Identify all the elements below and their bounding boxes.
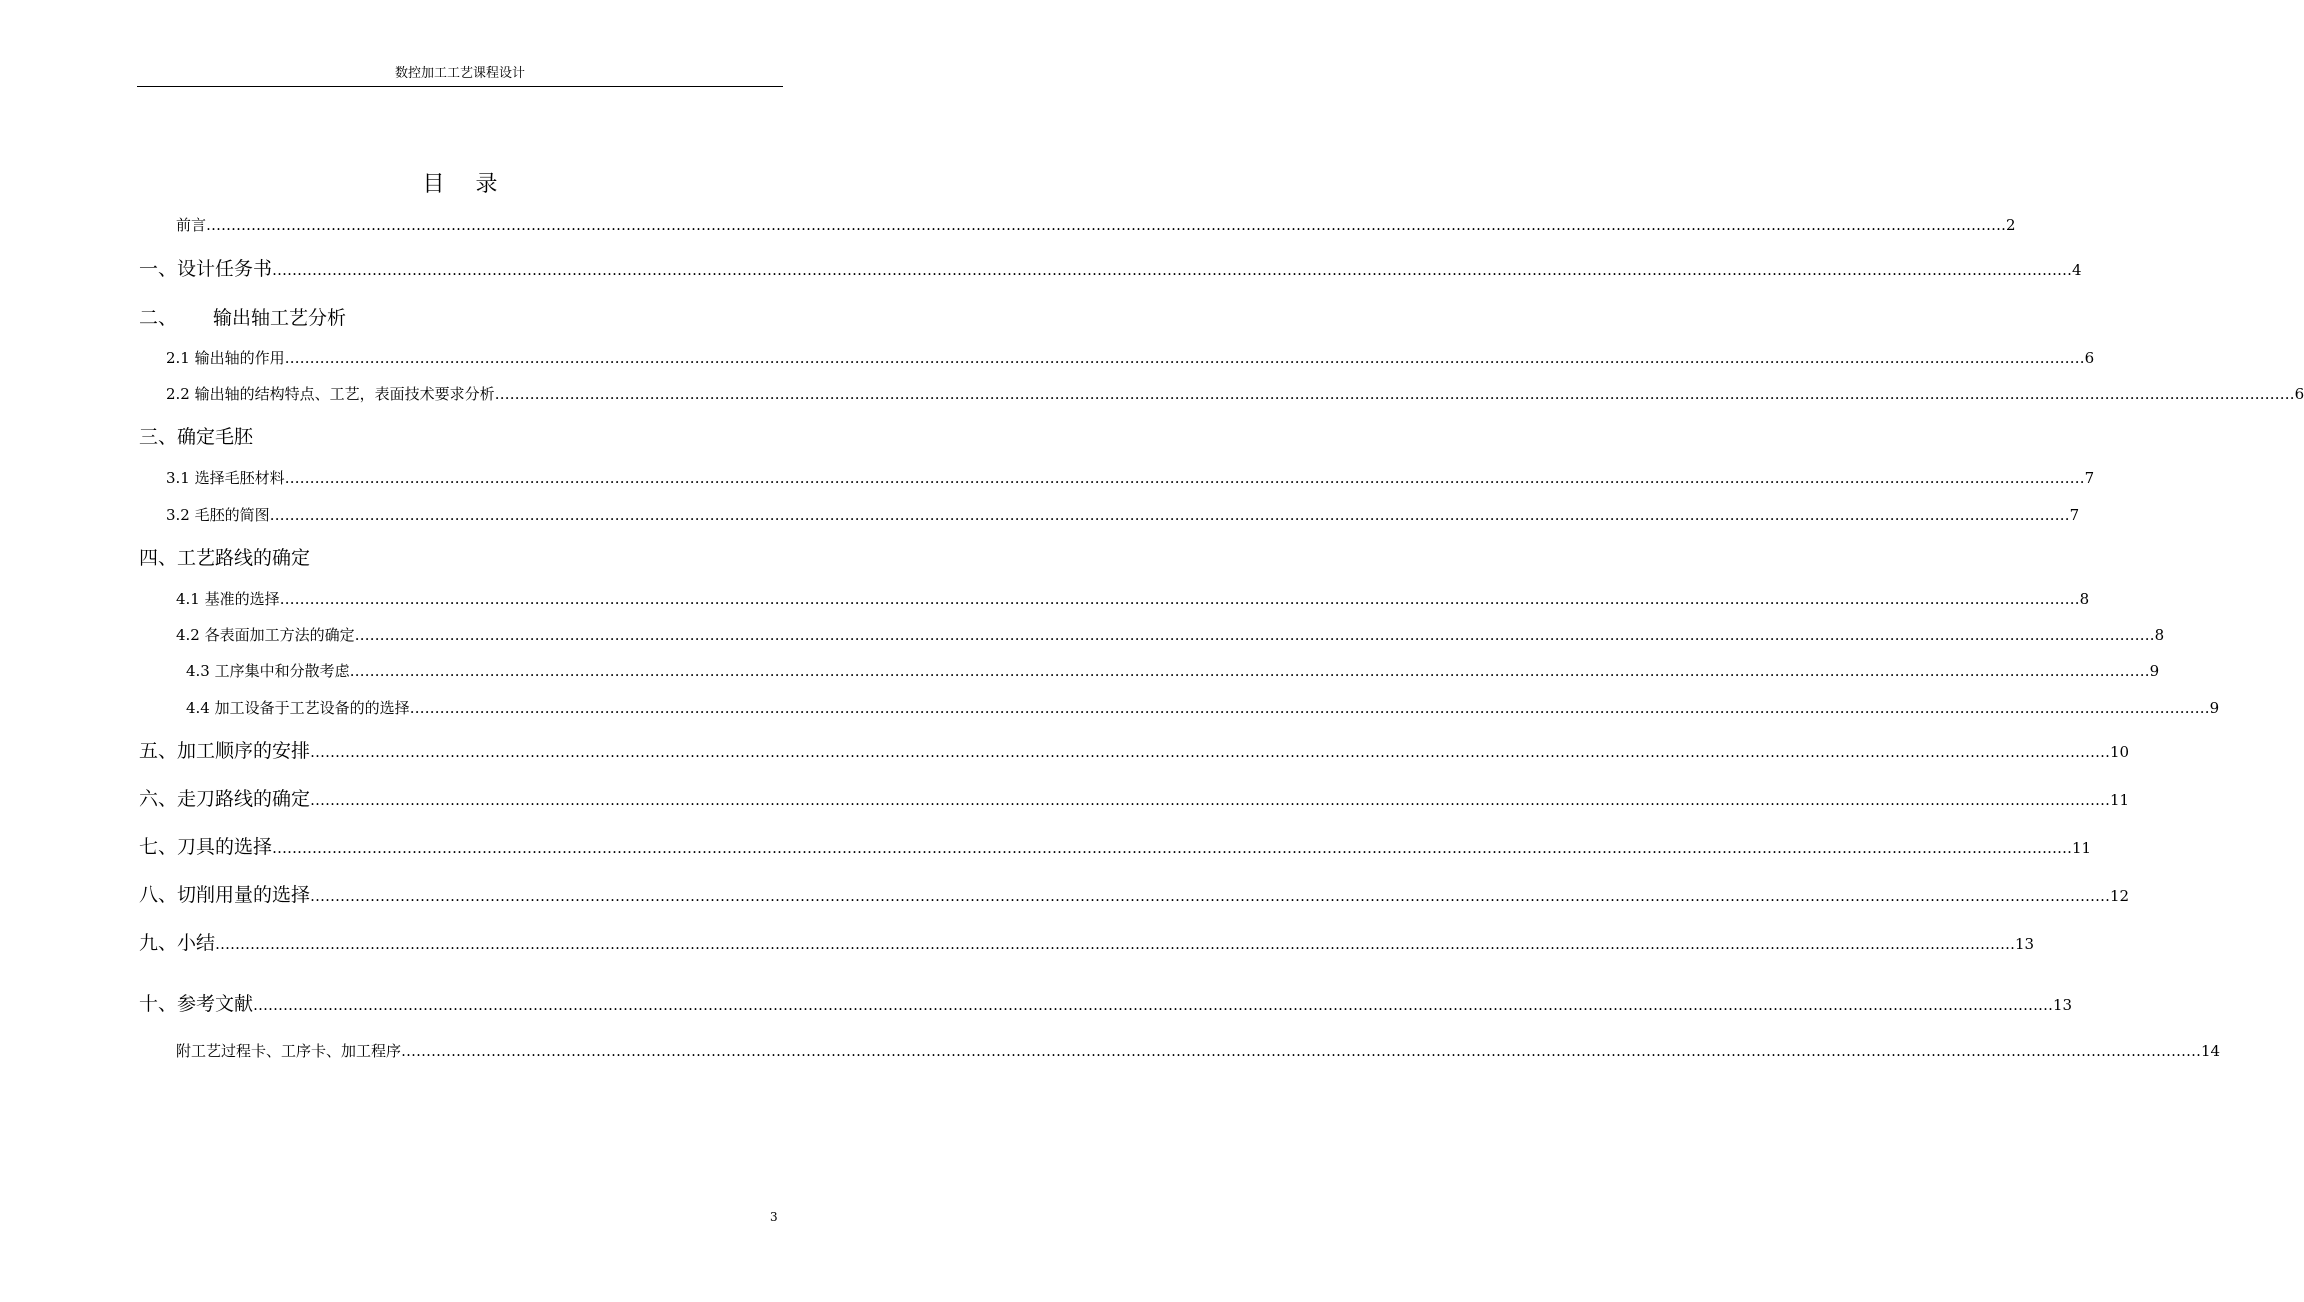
toc-title: 目 录 xyxy=(422,172,510,197)
toc-entry-label: 4.4 加工设备于工艺设备的的选择 xyxy=(186,699,410,717)
toc-leader-dots: ……………………………………………………………………………………………………………………………………………………………………………………………………………………………………………………………………………………………………………………………… xyxy=(269,506,2070,524)
toc-entry-label: 3.2 毛胚的简图 xyxy=(166,506,270,524)
toc-entry-section-8[interactable] xyxy=(139,882,2130,909)
toc-page-number: 8 xyxy=(2154,626,2165,644)
toc-page-number: 2 xyxy=(2006,216,2016,234)
toc-entry-section-2[interactable] xyxy=(139,305,539,331)
toc-page-number: 6 xyxy=(2084,349,2095,367)
toc-entry-2-2[interactable] xyxy=(166,383,2304,405)
toc-page-number: 13 xyxy=(2053,996,2073,1014)
toc-leader-dots: ……………………………………………………………………………………………………………………………………………………………………………………………………………………………………………………………………………………………………………………………… xyxy=(272,261,2073,279)
toc-page-number: 6 xyxy=(2294,385,2304,403)
header-title: 数控加工工艺课程设计 xyxy=(394,66,525,81)
toc-entry-label: 九、小结 xyxy=(139,932,216,954)
toc-page-number: 12 xyxy=(2110,887,2130,905)
page-number: 3 xyxy=(770,1210,778,1224)
toc-leader-dots: ……………………………………………………………………………………………………………………………………………………………………………………………………………………………………………………………………………………………………………………………… xyxy=(284,349,2085,367)
toc-page-number: 7 xyxy=(2069,506,2080,524)
toc-entry-3-1[interactable] xyxy=(166,467,2095,489)
toc-entry-label: 4.2 各表面加工方法的确定 xyxy=(176,626,355,644)
page-header xyxy=(137,64,783,87)
toc-leader-dots: ……………………………………………………………………………………………………………………………………………………………………………………………………………………………………………………………………………………………………………………………… xyxy=(284,469,2085,487)
toc-entry-label: 输出轴工艺分析 xyxy=(213,307,347,329)
toc-entry-section-3[interactable] xyxy=(139,424,539,450)
toc-entry-label: 4.3 工序集中和分散考虑 xyxy=(186,662,350,680)
toc-entry-label: 三、确定毛胚 xyxy=(139,426,254,448)
toc-entry-4-4[interactable] xyxy=(186,697,2220,719)
toc-entry-4-1[interactable] xyxy=(176,588,2090,610)
toc-entry-label: 4.1 基准的选择 xyxy=(176,590,280,608)
toc-leader-dots: ……………………………………………………………………………………………………………………………………………………………………………………………………………………………………………………………………………………………………………………………… xyxy=(349,662,2150,680)
toc-entry-section-7[interactable] xyxy=(139,834,2092,861)
toc-entry-label: 2.2 输出轴的结构特点、工艺，表面技术要求分析 xyxy=(166,385,495,403)
toc-leader-dots: ……………………………………………………………………………………………………………………………………………………………………………………………………………………………………………………………………………………………………………………………… xyxy=(310,887,2111,905)
toc-entry-label: 四、工艺路线的确定 xyxy=(139,547,311,569)
toc-leader-dots: ……………………………………………………………………………………………………………………………………………………………………………………………………………………………………………………………………………………………………………………………… xyxy=(206,216,2007,234)
toc-entry-section-10[interactable] xyxy=(139,991,2073,1018)
toc-leader-dots: ……………………………………………………………………………………………………………………………………………………………………………………………………………………………………………………………………………………………………………………………… xyxy=(253,996,2054,1014)
toc-entry-label: 3.1 选择毛胚材料 xyxy=(166,469,285,487)
toc-entry-label: 一、设计任务书 xyxy=(139,258,273,280)
toc-entry-4-2[interactable] xyxy=(176,624,2165,646)
toc-entry-4-3[interactable] xyxy=(186,660,2160,682)
toc-entry-label: 十、参考文献 xyxy=(139,993,254,1015)
toc-entry-label: 七、刀具的选择 xyxy=(139,836,273,858)
toc-leader-dots: ……………………………………………………………………………………………………………………………………………………………………………………………………………………………………………………………………………………………………………………………… xyxy=(310,791,2111,809)
toc-page-number: 8 xyxy=(2079,590,2090,608)
toc-page-number: 13 xyxy=(2015,935,2035,953)
toc-page-number: 4 xyxy=(2072,261,2082,279)
toc-leader-dots: ……………………………………………………………………………………………………………………………………………………………………………………………………………………………………………………………………………………………………………………………… xyxy=(310,743,2111,761)
toc-entry-section-5[interactable] xyxy=(139,738,2130,765)
toc-entry-3-2[interactable] xyxy=(166,504,2080,526)
toc-entry-section-6[interactable] xyxy=(139,786,2130,813)
toc-leader-dots: ……………………………………………………………………………………………………………………………………………………………………………………………………………………………………………………………………………………………………………………………… xyxy=(401,1042,2202,1060)
toc-entry-section-1[interactable] xyxy=(139,256,2082,283)
toc-page-number: 11 xyxy=(2110,791,2130,809)
toc-leader-dots: ……………………………………………………………………………………………………………………………………………………………………………………………………………………………………………………………………………………………………………………………… xyxy=(272,839,2073,857)
toc-leader-dots: ……………………………………………………………………………………………………………………………………………………………………………………………………………………………………………………………………………………………………………………………… xyxy=(354,626,2155,644)
toc-entry-label: 五、加工顺序的安排 xyxy=(139,740,311,762)
toc-entry-label: 六、走刀路线的确定 xyxy=(139,788,311,810)
toc-entry-label: 八、切削用量的选择 xyxy=(139,884,311,906)
toc-page-number: 11 xyxy=(2072,839,2092,857)
toc-leader-dots: ……………………………………………………………………………………………………………………………………………………………………………………………………………………………………………………………………………………………………………………………… xyxy=(215,935,2016,953)
toc-entry-preface[interactable] xyxy=(176,214,2016,236)
toc-page-number: 9 xyxy=(2149,662,2160,680)
toc-page-number: 9 xyxy=(2209,699,2220,717)
toc-entry-label: 附工艺过程卡、工序卡、加工程序 xyxy=(176,1042,402,1060)
toc-page-number: 14 xyxy=(2201,1042,2221,1060)
toc-page-number: 7 xyxy=(2084,469,2095,487)
toc-leader-dots: ……………………………………………………………………………………………………………………………………………………………………………………………………………………………………………………………………………………………………………………………… xyxy=(494,385,2295,403)
toc-entry-section-4[interactable] xyxy=(139,545,539,571)
toc-entry-2-1[interactable] xyxy=(166,347,2095,369)
toc-leader-dots: ……………………………………………………………………………………………………………………………………………………………………………………………………………………………………………………………………………………………………………………………… xyxy=(279,590,2080,608)
toc-entry-label: 2.1 输出轴的作用 xyxy=(166,349,285,367)
toc-entry-label: 前言 xyxy=(176,216,207,234)
toc-entry-section-9[interactable] xyxy=(139,930,2035,957)
toc-entry-label-number: 二、 xyxy=(139,307,178,329)
toc-leader-dots: ……………………………………………………………………………………………………………………………………………………………………………………………………………………………………………………………………………………………………………………………… xyxy=(409,699,2210,717)
toc-page-number: 10 xyxy=(2110,743,2130,761)
toc-entry-appendix[interactable] xyxy=(176,1040,2221,1062)
